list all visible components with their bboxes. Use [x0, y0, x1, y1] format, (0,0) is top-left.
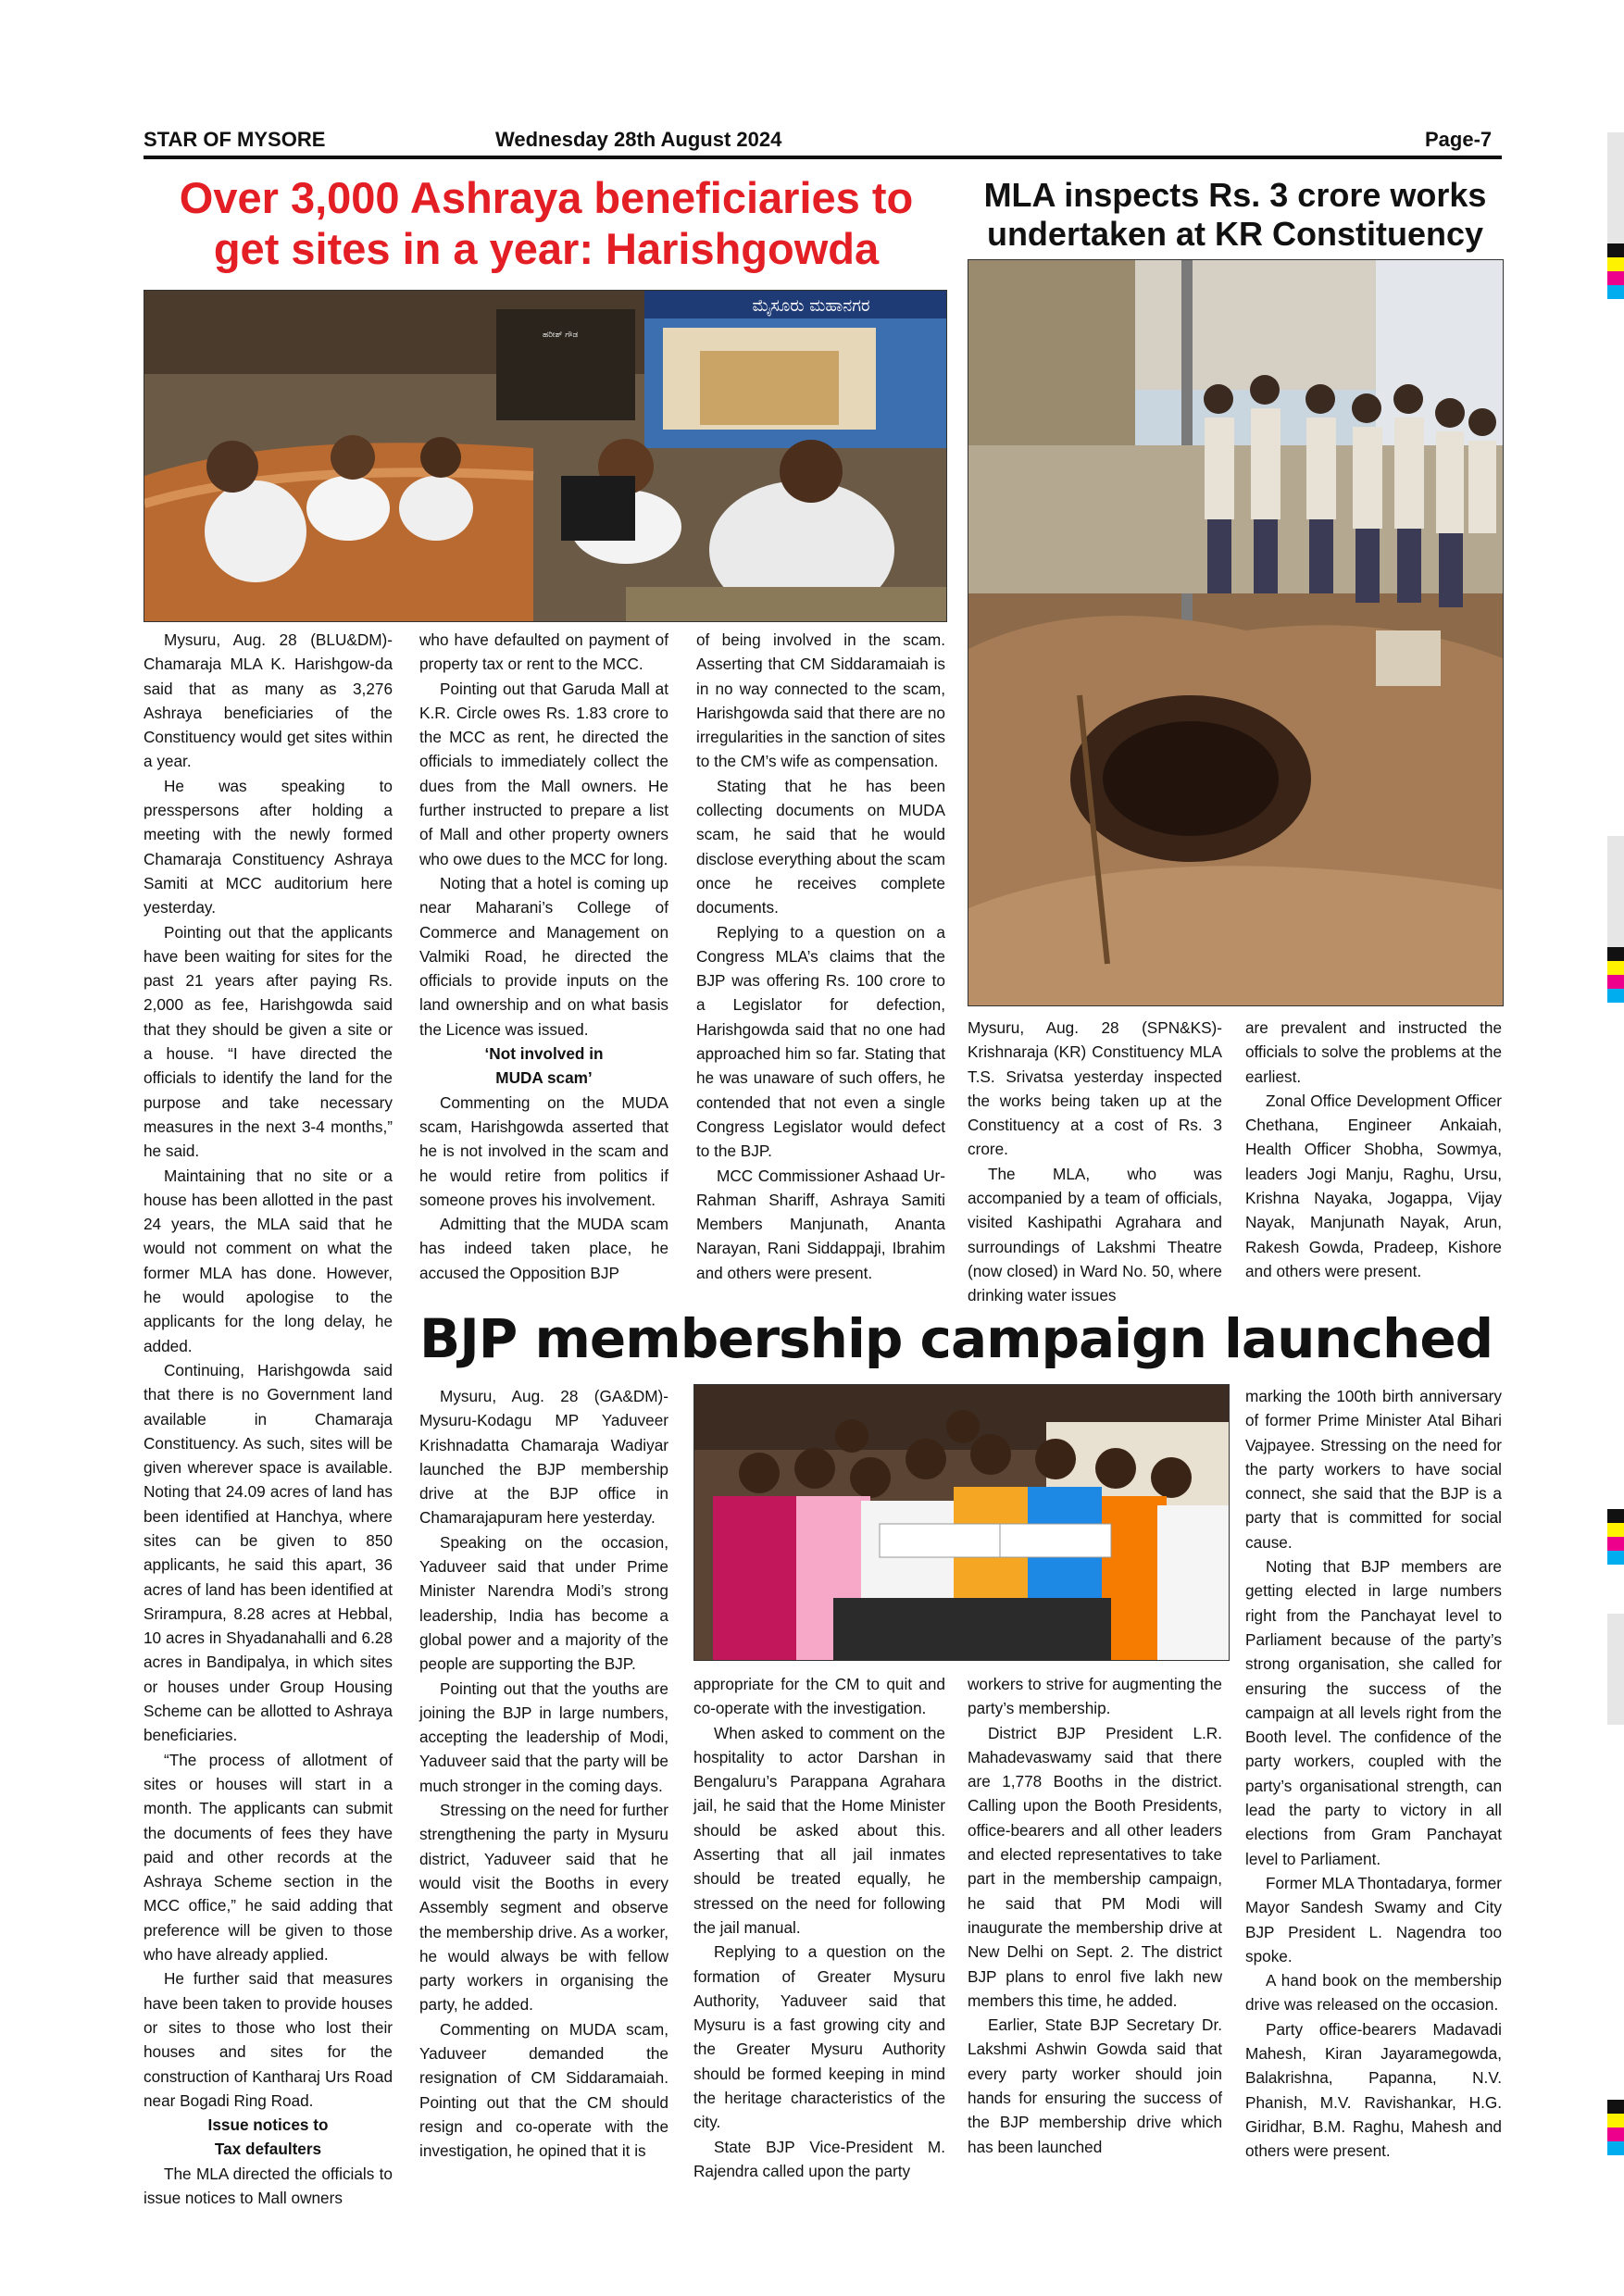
- subheading: MUDA scam’: [495, 1068, 593, 1088]
- story1-column-1: [144, 628, 393, 2210]
- site-inspection-photo-art: [968, 260, 1503, 1005]
- paragraph: Pointing out that the applicants have been waiting for sites for the past 21 years after paying Rs. 2,000 as fee, Harishgowda said that they should be given a site or a house. “I have directed the officials to identify the land for the purpose and take necessary measures in the next 3-4 months,” he said.: [144, 922, 393, 1161]
- story2-headline-line1: MLA inspects Rs. 3 crore works: [983, 176, 1487, 214]
- registration-mark-cyan: [1607, 285, 1624, 299]
- registration-mark-cyan: [1607, 2141, 1624, 2155]
- registration-mark-black: [1607, 1509, 1624, 1523]
- paragraph: He further said that measures have been taken to provide houses or sites to those who lost their houses and sites for the construction of Kantharaj Urs Road near Bogadi Ring Road.: [144, 1969, 393, 2110]
- story3-column-3: [968, 1672, 1222, 2159]
- paragraph: appropriate for the CM to quit and co-operate with the investigation.: [693, 1675, 945, 1718]
- paragraph: Admitting that the MUDA scam has indeed taken place, he accused the Opposition BJP: [419, 1215, 668, 1282]
- story1-column-3: [696, 628, 945, 1285]
- story2-headline: [968, 176, 1503, 254]
- paragraph: who have defaulted on payment of property tax or rent to the MCC.: [419, 630, 668, 674]
- paragraph: Stating that he has been collecting documents on MUDA scam, he said that he would disclose everything about the scam once he receives complete documents.: [696, 776, 945, 917]
- paragraph: of being involved in the scam. Asserting that CM Siddaramaiah is in no way connected to the scam, Harishgowda said that there are no irregularities in the sanction of sites to the CM’s wife as compensation.: [696, 630, 945, 771]
- subheading: Tax defaulters: [214, 2140, 322, 2159]
- registration-mark-black: [1607, 947, 1624, 961]
- paragraph: Party office-bearers Madavadi Mahesh, Kiran Jayaramegowda, Balakrishna, Papanna, N.V. Phanish, M.V. Ravishankar, H.G. Giridhar, B.M. Raghu, Mahesh and others were present.: [1245, 2019, 1502, 2161]
- paragraph: Commenting on the MUDA scam, Harishgowda asserted that he is not involved in the scam and he would retire from politics if someone proves his involvement.: [419, 1092, 668, 1209]
- meeting-photo-art: [144, 291, 946, 621]
- paragraph: A hand book on the membership drive was released on the occasion.: [1245, 1971, 1502, 2015]
- story3-column-4: [1245, 1384, 1502, 2164]
- page-number: Page-7: [1425, 128, 1493, 151]
- registration-mark-magenta: [1607, 271, 1624, 285]
- story2-headline-line2: undertaken at KR Constituency: [986, 215, 1484, 254]
- story2-column-1: [968, 1016, 1222, 1308]
- registration-mark-cyan: [1607, 1551, 1624, 1565]
- story1-column-2: [419, 628, 668, 1285]
- registration-mark-black: [1607, 243, 1624, 257]
- masthead: STAR OF MYSORE: [144, 128, 326, 151]
- paragraph: Continuing, Harishgowda said that there is no Government land available in Chamaraja Constituency. As such, sites will be given wherever space is available. Noting that 24.09 acres of land has been identified at Hanchya, where sites can be given to 850 applicants, he said this apart, 36 acres of land has been identified at Srirampura, 8.28 acres at Hebbal, 10 acres in Shyadanahalli and 6.28 acres in Bandipalya, in which sites or houses under Group Housing Scheme can be allotted to Ashraya beneficiaries.: [144, 1360, 393, 1745]
- registration-mark-magenta: [1607, 1537, 1624, 1551]
- paragraph: Stressing on the need for further strengthening the party in Mysuru district, Yaduveer said that he would visit the Booths in every Assembly segment and observe the membership drive. As a worker, he would always be with fellow party workers in organising the party, he added.: [419, 1801, 668, 2015]
- paragraph: Former MLA Thontadarya, former Mayor Sandesh Swamy and City BJP President L. Nagendra too spoke.: [1245, 1873, 1502, 1965]
- name-placard: ಹರೀಶ್ ಗೌಡ: [543, 331, 579, 340]
- registration-mark-magenta: [1607, 2128, 1624, 2141]
- paragraph: Speaking on the occasion, Yaduveer said that under Prime Minister Narendra Modi’s strong leadership, India has become a global power and a majority of the people are supporting the BJP.: [419, 1532, 668, 1674]
- story1-headline-line1: Over 3,000 Ashraya beneficiaries to: [179, 173, 914, 222]
- registration-mark-magenta: [1607, 975, 1624, 989]
- issue-date: Wednesday 28th August 2024: [495, 128, 782, 151]
- paragraph: State BJP Vice-President M. Rajendra called upon the party: [693, 2137, 945, 2180]
- paragraph: marking the 100th birth anniversary of former Prime Minister Atal Bihari Vajpayee. Stressing on the need for the party workers to have social connect, she said that the BJP is a party that is committed for social cause.: [1245, 1387, 1502, 1552]
- meeting-photo: [144, 290, 947, 622]
- paragraph: Maintaining that no site or a house has been allotted in the past 24 years, the MLA said that he would not comment on what the former MLA has done. However, he would apologise to the applicants for the long delay, he added.: [144, 1166, 393, 1355]
- story3-column-2: [693, 1672, 945, 2183]
- paragraph: Commenting on MUDA scam, Yaduveer demanded the resignation of CM Siddaramaiah. Pointing out that the CM should resign and co-operate with the investigation, he opined that it is: [419, 2019, 668, 2161]
- paragraph: Earlier, State BJP Secretary Dr. Lakshmi Ashwin Gowda said that every party worker should join hands for ensuring the success of the BJP membership drive which has been launched: [968, 2015, 1222, 2156]
- paragraph: He was speaking to presspersons after holding a meeting with the newly formed Chamaraja Constituency Ashraya Samiti at MCC auditorium here yesterday.: [144, 776, 393, 917]
- membership-photo-art: [694, 1385, 1229, 1660]
- registration-mark-black: [1607, 2100, 1624, 2114]
- paragraph: The MLA, who was accompanied by a team of officials, visited Kashipathi Agrahara and surroundings of Lakshmi Theatre (now closed) in Ward No. 50, where drinking water issues: [968, 1164, 1222, 1305]
- paragraph: Pointing out that the youths are joining the BJP in large numbers, accepting the leadership of Modi, Yaduveer said that the party will be much stronger in the coming days.: [419, 1678, 668, 1795]
- story3-column-1: [419, 1384, 668, 2164]
- paragraph: Mysuru, Aug. 28 (BLU&DM)- Chamaraja MLA K. Harishgow-da said that as many as 3,276 Ashraya beneficiaries of the Constituency would get sites within a year.: [144, 630, 393, 771]
- registration-strip: [1607, 132, 1624, 2169]
- registration-mark-yellow: [1607, 257, 1624, 271]
- story1-headline: [144, 172, 949, 275]
- mcc-sign: ಮೈಸೂರು ಮಹಾನಗರ: [752, 296, 870, 316]
- paragraph: Pointing out that Garuda Mall at K.R. Circle owes Rs. 1.83 crore to the MCC as rent, he directed the officials to immediately collect the dues from the Mall owners. He further instructed to prepare a list of Mall and other property owners who owe dues to the MCC for long.: [419, 679, 668, 868]
- story3-headline: BJP membership campaign launched: [419, 1307, 1493, 1370]
- paragraph: Mysuru, Aug. 28 (GA&DM)- Mysuru-Kodagu MP Yaduveer Krishnadatta Chamaraja Wadiyar launched the BJP membership drive at the BJP office in Chamarajapuram here yesterday.: [419, 1387, 668, 1528]
- paragraph: Replying to a question on a Congress MLA’s claims that the BJP was offering Rs. 100 crore to a Legislator for defection, Harishgowda said that no one had approached him so far. Stating that he was unaware of such offers, he contended that not even a single Congress Legislator would defect to the BJP.: [696, 922, 945, 1161]
- paragraph: When asked to comment on the hospitality to actor Darshan in Bengaluru’s Parappana Agrahara jail, he said that the Home Minister should be asked about this. Asserting that all jail inmates should be treated equally, he stressed on the need for following the jail manual.: [693, 1723, 945, 1937]
- story2-column-2: [1245, 1016, 1502, 1283]
- paragraph: Noting that BJP members are getting elected in large numbers right from the Panchayat level to Parliament because of the party’s strong organisation, she called for ensuring the success of the campaign at all levels right from the Booth level. The confidence of the party workers, coupled with the party’s organisational strength, can lead the party to victory in all elections from Gram Panchayat level to Parliament.: [1245, 1557, 1502, 1868]
- paragraph: Zonal Office Development Officer Chethana, Engineer Ankaiah, Health Officer Shobha, Sowmya, leaders Jogi Manju, Raghu, Ursu, Krishna Nayaka, Jogappa, Vijay Nayak, Manjunath Nayak, Arun, Rakesh Gowda, Pradeep, Kishore and others were present.: [1245, 1091, 1502, 1280]
- subheading: Issue notices to: [207, 2115, 329, 2135]
- paragraph: workers to strive for augmenting the party’s membership.: [968, 1675, 1222, 1718]
- registration-mark-yellow: [1607, 1523, 1624, 1537]
- paragraph: “The process of allotment of sites or houses will start in a month. The applicants can submit the documents of fees they have paid and other records at the Ashraya Scheme section in the MCC office,” he said adding that preference will be given to those who have already applied.: [144, 1750, 393, 1965]
- paragraph: Mysuru, Aug. 28 (SPN&KS)- Krishnaraja (KR) Constituency MLA T.S. Srivatsa yesterday inspected the works being taken up at the Constituency at a cost of Rs. 3 crore.: [968, 1018, 1222, 1159]
- paragraph: are prevalent and instructed the officials to solve the problems at the earliest.: [1245, 1018, 1502, 1086]
- paragraph: Noting that a hotel is coming up near Maharani’s College of Commerce and Management on Valmiki Road, he directed the officials to provide inputs on the land ownership and on what basis the Licence was issued.: [419, 873, 668, 1039]
- registration-mark-yellow: [1607, 2114, 1624, 2128]
- story1-headline-line2: get sites in a year: Harishgowda: [213, 224, 880, 274]
- registration-mark-cyan: [1607, 989, 1624, 1003]
- subheading: ‘Not involved in: [484, 1044, 604, 1064]
- paragraph: MCC Commissioner Ashaad Ur-Rahman Shariff, Ashraya Samiti Members Manjunath, Ananta Narayan, Rani Siddappaji, Ibrahim and others were present.: [696, 1166, 945, 1282]
- paragraph: Replying to a question on the formation of Greater Mysuru Authority, Yaduveer said that Mysuru is a fast growing city and the Greater Mysuru Authority should be formed keeping in mind the heritage characteristics of the city.: [693, 1942, 945, 2132]
- membership-photo: [693, 1384, 1230, 1661]
- registration-mark-yellow: [1607, 961, 1624, 975]
- paragraph: The MLA directed the officials to issue notices to Mall owners: [144, 2164, 393, 2207]
- paragraph: District BJP President L.R. Mahadevaswamy said that there are 1,778 Booths in the district. Calling upon the Booth Presidents, office-bearers and all other leaders and elected representatives to take part in the membership campaign, he said that PM Modi will inaugurate the membership drive at New Delhi on Sept. 2. The district BJP plans to enrol five lakh new members this time, he added.: [968, 1723, 1222, 2010]
- header-rule: [144, 156, 1502, 159]
- site-inspection-photo: [968, 259, 1504, 1006]
